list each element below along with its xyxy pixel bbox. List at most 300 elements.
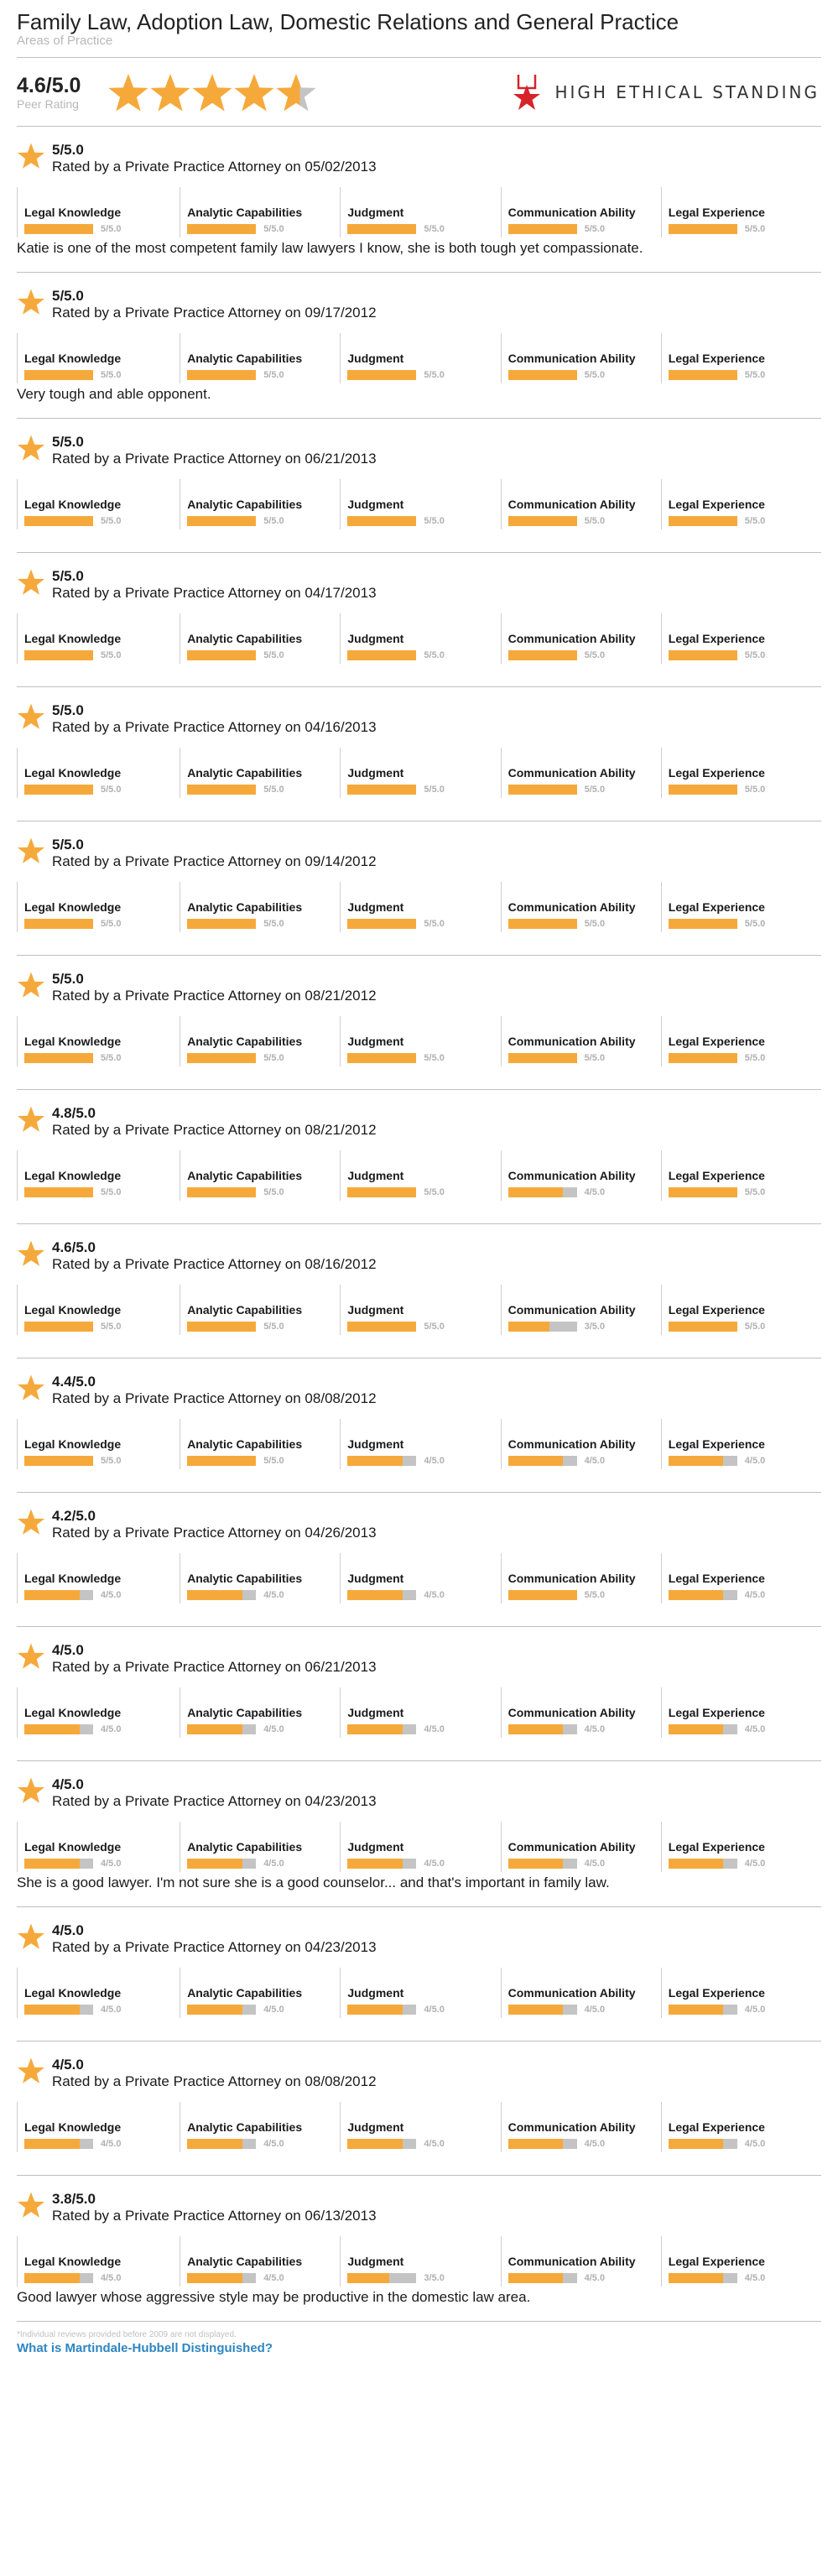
review-item <box>17 553 821 687</box>
metric-name: Legal Experience <box>668 900 765 914</box>
metric-name: Legal Experience <box>668 1303 765 1317</box>
metric-name: Legal Experience <box>668 1840 765 1854</box>
metric-name: Analytic Capabilities <box>187 766 303 780</box>
review-author: Rated by a Private Practice Attorney on 05/02/2013 <box>52 159 377 175</box>
star-icon <box>17 288 45 315</box>
metric-value: 4/5.0 <box>424 1724 445 1734</box>
review-metrics <box>17 479 821 529</box>
metric-name: Analytic Capabilities <box>187 632 303 645</box>
metric-judgment <box>340 333 500 383</box>
metric-value: 4/5.0 <box>101 1859 122 1869</box>
metric-name: Analytic Capabilities <box>187 2120 303 2134</box>
metric-bar <box>24 2139 93 2149</box>
metric-legal-experience <box>661 479 821 529</box>
star-icon <box>149 72 191 112</box>
review-item <box>17 419 821 553</box>
metric-value: 4/5.0 <box>424 2139 445 2149</box>
metric-bar-fill <box>347 785 416 795</box>
metric-name: Judgment <box>347 1840 404 1854</box>
review-score: 5/5.0 <box>52 837 84 853</box>
overall-rating <box>17 74 104 111</box>
metric-name: Judgment <box>347 206 404 219</box>
metric-legal-experience <box>661 1150 821 1201</box>
metric-bar-fill <box>669 2273 724 2283</box>
metric-value: 4/5.0 <box>101 2273 122 2283</box>
metric-bar-fill <box>24 785 93 795</box>
star-icon <box>17 1105 45 1133</box>
metric-value: 5/5.0 <box>263 919 284 929</box>
metric-bar <box>347 919 416 929</box>
metric-legal-experience <box>661 882 821 932</box>
metric-communication-ability <box>501 479 661 529</box>
metric-communication-ability <box>501 2102 661 2152</box>
metric-communication-ability <box>501 1150 661 1201</box>
metric-bar-fill <box>669 1724 724 1734</box>
metric-bar <box>187 1053 256 1063</box>
ethics-badge <box>513 73 820 112</box>
metric-name: Analytic Capabilities <box>187 1035 303 1048</box>
metric-bar <box>347 1859 416 1869</box>
metric-bar <box>24 2273 93 2283</box>
metric-bar-fill <box>187 516 256 526</box>
metric-bar-fill <box>669 370 737 380</box>
metric-name: Analytic Capabilities <box>187 352 303 365</box>
star-icon <box>275 72 317 112</box>
metric-name: Legal Knowledge <box>24 1035 122 1048</box>
metric-bar <box>347 2273 416 2283</box>
metric-name: Legal Knowledge <box>24 632 122 645</box>
metric-name: Legal Experience <box>668 1169 765 1182</box>
metric-bar <box>669 1724 737 1734</box>
metric-value: 4/5.0 <box>263 1590 284 1600</box>
metric-bar <box>669 1322 737 1332</box>
metric-value: 5/5.0 <box>263 370 284 380</box>
metric-bar <box>347 1456 416 1466</box>
metric-value: 5/5.0 <box>101 785 122 795</box>
review-metrics <box>17 1419 821 1469</box>
metric-legal-experience <box>661 1553 821 1603</box>
metric-value: 4/5.0 <box>263 1724 284 1734</box>
metric-bar-fill <box>669 1322 737 1332</box>
metric-bar <box>24 1053 93 1063</box>
review-author: Rated by a Private Practice Attorney on 04/17/2013 <box>52 585 377 601</box>
page-title: Family Law, Adoption Law, Domestic Relations and General Practice <box>17 9 679 34</box>
metric-legal-knowledge <box>17 1016 180 1066</box>
metric-bar <box>347 1187 416 1197</box>
metric-communication-ability <box>501 1687 661 1738</box>
star-icon <box>233 72 275 112</box>
metric-bar-fill <box>24 370 93 380</box>
metric-bar-fill <box>347 224 416 234</box>
metric-name: Communication Ability <box>507 498 636 511</box>
metric-bar <box>24 650 93 660</box>
metric-value: 3/5.0 <box>584 1322 606 1332</box>
metric-bar-fill <box>347 1053 416 1063</box>
metric-bar <box>24 2005 93 2015</box>
review-score: 5/5.0 <box>52 702 84 718</box>
metric-legal-knowledge <box>17 1968 180 2018</box>
metric-name: Communication Ability <box>507 2120 636 2134</box>
metric-value: 4/5.0 <box>584 2273 606 2283</box>
ethics-ribbon-icon <box>513 73 541 112</box>
star-icon <box>107 72 149 112</box>
metric-bar <box>187 1724 256 1734</box>
metric-value: 5/5.0 <box>263 516 284 526</box>
metric-bar-fill <box>669 1859 724 1869</box>
metric-name: Legal Experience <box>668 1706 765 1719</box>
metric-legal-experience <box>661 2102 821 2152</box>
metric-name: Judgment <box>347 1986 404 2000</box>
metric-name: Legal Knowledge <box>24 766 122 780</box>
metric-bar-fill <box>24 224 93 234</box>
metric-value: 5/5.0 <box>101 1456 122 1466</box>
review-score: 5/5.0 <box>52 142 84 158</box>
metric-value: 5/5.0 <box>744 650 766 660</box>
review-author: Rated by a Private Practice Attorney on 04/23/2013 <box>52 1939 377 1955</box>
metric-analytic-capabilities <box>180 1687 340 1738</box>
metric-name: Legal Knowledge <box>24 1706 122 1719</box>
metric-bar <box>508 1859 577 1869</box>
metric-bar-fill <box>24 1322 93 1332</box>
metric-name: Communication Ability <box>507 1986 636 2000</box>
metric-bar <box>347 1590 416 1600</box>
metric-value: 5/5.0 <box>424 650 445 660</box>
metric-legal-knowledge <box>17 1285 180 1335</box>
star-icon <box>17 971 45 999</box>
star-icon <box>17 2191 45 2219</box>
star-icon <box>17 837 45 864</box>
metric-value: 5/5.0 <box>424 370 445 380</box>
metric-bar-fill <box>187 1724 242 1734</box>
metric-bar <box>24 224 93 234</box>
metric-bar <box>24 1859 93 1869</box>
metric-legal-knowledge <box>17 1419 180 1469</box>
metric-communication-ability <box>501 1285 661 1335</box>
metric-name: Judgment <box>347 352 404 365</box>
metric-judgment <box>340 1687 500 1738</box>
metric-bar <box>24 1724 93 1734</box>
review-list <box>17 127 821 2322</box>
metric-bar <box>347 516 416 526</box>
metric-bar-fill <box>24 1456 93 1466</box>
metric-value: 5/5.0 <box>101 650 122 660</box>
metric-bar-fill <box>347 1859 403 1869</box>
metric-bar-fill <box>669 1590 724 1600</box>
metric-bar-fill <box>187 1187 256 1197</box>
page-subtitle: Areas of Practice <box>17 34 821 58</box>
metric-value: 5/5.0 <box>744 224 766 234</box>
metric-value: 4/5.0 <box>584 1187 606 1197</box>
metric-name: Legal Experience <box>668 2255 765 2268</box>
metric-value: 4/5.0 <box>744 1456 766 1466</box>
metric-analytic-capabilities <box>180 748 340 798</box>
metric-name: Legal Knowledge <box>24 206 122 219</box>
metric-bar-fill <box>508 1053 577 1063</box>
review-score: 4/5.0 <box>52 1922 84 1938</box>
metric-name: Legal Experience <box>668 1986 765 2000</box>
metric-legal-experience <box>661 1822 821 1872</box>
metric-judgment <box>340 2102 500 2152</box>
metric-bar-fill <box>508 516 577 526</box>
metric-bar <box>187 2005 256 2015</box>
review-item <box>17 2176 821 2322</box>
review-item <box>17 687 821 821</box>
metric-legal-knowledge <box>17 1687 180 1738</box>
metric-bar <box>669 224 737 234</box>
review-item <box>17 821 821 956</box>
review-author: Rated by a Private Practice Attorney on 09/17/2012 <box>52 305 377 321</box>
metric-bar-fill <box>669 224 737 234</box>
metric-value: 4/5.0 <box>263 1859 284 1869</box>
metric-bar <box>669 1053 737 1063</box>
metric-value: 4/5.0 <box>744 1859 766 1869</box>
metric-analytic-capabilities <box>180 2236 340 2287</box>
metric-bar-fill <box>24 2005 80 2015</box>
metric-legal-knowledge <box>17 882 180 932</box>
metric-name: Judgment <box>347 1035 404 1048</box>
metric-value: 4/5.0 <box>744 2139 766 2149</box>
metric-bar-fill <box>24 2273 80 2283</box>
metric-name: Judgment <box>347 766 404 780</box>
metric-value: 5/5.0 <box>101 224 122 234</box>
metric-bar-fill <box>508 1322 549 1332</box>
metric-name: Legal Experience <box>668 206 765 219</box>
review-item <box>17 2042 821 2176</box>
metric-bar <box>347 370 416 380</box>
metric-value: 4/5.0 <box>424 1859 445 1869</box>
star-icon <box>17 2057 45 2084</box>
metric-value: 5/5.0 <box>263 1322 284 1332</box>
metric-value: 5/5.0 <box>424 224 445 234</box>
review-item <box>17 273 821 419</box>
star-icon <box>17 142 45 169</box>
metric-legal-experience <box>661 1419 821 1469</box>
overall-label: Peer Rating <box>17 96 79 111</box>
metric-bar-fill <box>508 1590 577 1600</box>
metric-bar <box>508 919 577 929</box>
review-metrics <box>17 1150 821 1201</box>
metric-name: Analytic Capabilities <box>187 1706 303 1719</box>
review-score: 4.8/5.0 <box>52 1105 96 1121</box>
metric-bar <box>508 2139 577 2149</box>
review-author: Rated by a Private Practice Attorney on 04/26/2013 <box>52 1525 377 1541</box>
metric-value: 4/5.0 <box>101 2005 122 2015</box>
metric-bar <box>508 2005 577 2015</box>
metric-bar-fill <box>187 2273 242 2283</box>
metric-value: 4/5.0 <box>424 1590 445 1600</box>
metric-judgment <box>340 479 500 529</box>
metric-name: Communication Ability <box>507 1572 636 1585</box>
metric-bar <box>347 1053 416 1063</box>
metric-bar-fill <box>669 1456 724 1466</box>
metric-name: Communication Ability <box>507 1169 636 1182</box>
metric-value: 5/5.0 <box>101 919 122 929</box>
metric-name: Analytic Capabilities <box>187 1169 303 1182</box>
metric-bar-fill <box>347 1322 416 1332</box>
review-score: 5/5.0 <box>52 434 84 450</box>
metric-bar-fill <box>187 650 256 660</box>
metric-bar <box>24 516 93 526</box>
metric-analytic-capabilities <box>180 1150 340 1201</box>
metric-bar-fill <box>508 1724 564 1734</box>
metric-value: 4/5.0 <box>424 1456 445 1466</box>
review-item <box>17 1493 821 1627</box>
metric-bar <box>508 785 577 795</box>
metric-bar-fill <box>347 516 416 526</box>
metric-bar <box>669 1187 737 1197</box>
distinguished-info-link[interactable]: What is Martindale-Hubbell Distinguished? <box>17 2341 273 2355</box>
metric-value: 5/5.0 <box>744 1322 766 1332</box>
metric-communication-ability <box>501 882 661 932</box>
metric-analytic-capabilities <box>180 333 340 383</box>
metric-bar-fill <box>508 2139 564 2149</box>
metric-name: Communication Ability <box>507 1706 636 1719</box>
metric-name: Judgment <box>347 1437 404 1451</box>
review-metrics <box>17 1968 821 2018</box>
metric-communication-ability <box>501 1822 661 1872</box>
review-score: 4/5.0 <box>52 1642 84 1658</box>
metric-value: 5/5.0 <box>744 370 766 380</box>
metric-judgment <box>340 882 500 932</box>
metric-bar-fill <box>669 2005 724 2015</box>
metric-value: 5/5.0 <box>263 650 284 660</box>
metric-value: 4/5.0 <box>584 2005 606 2015</box>
metric-communication-ability <box>501 748 661 798</box>
metric-bar <box>669 1590 737 1600</box>
metric-value: 4/5.0 <box>263 2139 284 2149</box>
metric-bar <box>187 785 256 795</box>
metric-value: 5/5.0 <box>101 370 122 380</box>
star-icon <box>17 1374 45 1401</box>
metric-bar-fill <box>187 1456 256 1466</box>
metric-value: 5/5.0 <box>584 919 606 929</box>
metric-name: Legal Knowledge <box>24 498 122 511</box>
metric-bar-fill <box>669 516 737 526</box>
metric-judgment <box>340 1553 500 1603</box>
metric-bar <box>347 2005 416 2015</box>
review-comment: Very tough and able opponent. <box>17 386 211 402</box>
metric-bar-fill <box>669 1187 737 1197</box>
metric-bar <box>347 1322 416 1332</box>
overall-score: 4.6/5.0 <box>17 73 81 97</box>
metric-analytic-capabilities <box>180 1968 340 2018</box>
metric-value: 4/5.0 <box>584 2139 606 2149</box>
metric-bar-fill <box>24 516 93 526</box>
metric-legal-knowledge <box>17 479 180 529</box>
metric-value: 5/5.0 <box>424 785 445 795</box>
star-icon <box>17 434 45 461</box>
metric-value: 5/5.0 <box>424 1187 445 1197</box>
metric-bar <box>347 1724 416 1734</box>
review-metrics <box>17 2102 821 2152</box>
star-icon <box>17 702 45 730</box>
metric-bar-fill <box>669 650 737 660</box>
metric-communication-ability <box>501 1968 661 2018</box>
metric-bar-fill <box>508 2005 564 2015</box>
review-item <box>17 956 821 1090</box>
review-item <box>17 1090 821 1224</box>
metric-bar <box>669 1456 737 1466</box>
metric-name: Communication Ability <box>507 900 636 914</box>
metric-value: 5/5.0 <box>424 1322 445 1332</box>
metric-bar <box>187 1456 256 1466</box>
metric-legal-knowledge <box>17 187 180 237</box>
metric-bar <box>347 650 416 660</box>
metric-name: Legal Experience <box>668 352 765 365</box>
review-score: 4.2/5.0 <box>52 1508 96 1524</box>
metric-name: Judgment <box>347 1303 404 1317</box>
review-metrics <box>17 1016 821 1066</box>
metric-legal-knowledge <box>17 1822 180 1872</box>
metric-bar-fill <box>669 785 737 795</box>
metric-communication-ability <box>501 2236 661 2287</box>
metric-analytic-capabilities <box>180 1016 340 1066</box>
metric-name: Communication Ability <box>507 1035 636 1048</box>
metric-bar <box>508 2273 577 2283</box>
metric-name: Legal Experience <box>668 2120 765 2134</box>
metric-name: Legal Experience <box>668 498 765 511</box>
review-item <box>17 1358 821 1493</box>
metric-bar <box>24 370 93 380</box>
metric-communication-ability <box>501 333 661 383</box>
metric-bar-fill <box>669 1053 737 1063</box>
metric-bar-fill <box>347 1456 403 1466</box>
metric-name: Judgment <box>347 2120 404 2134</box>
metric-bar <box>508 224 577 234</box>
metric-bar <box>187 2273 256 2283</box>
metric-name: Legal Knowledge <box>24 2120 122 2134</box>
metric-name: Legal Knowledge <box>24 1986 122 2000</box>
metric-bar-fill <box>187 224 256 234</box>
metric-name: Analytic Capabilities <box>187 1840 303 1854</box>
metric-bar-fill <box>669 919 737 929</box>
metric-name: Analytic Capabilities <box>187 498 303 511</box>
metric-judgment <box>340 1016 500 1066</box>
metric-analytic-capabilities <box>180 1419 340 1469</box>
metric-communication-ability <box>501 1419 661 1469</box>
metric-bar-fill <box>347 650 416 660</box>
metric-legal-knowledge <box>17 613 180 664</box>
metric-communication-ability <box>501 187 661 237</box>
metric-bar-fill <box>347 1187 416 1197</box>
metric-bar <box>347 2139 416 2149</box>
review-author: Rated by a Private Practice Attorney on 04/23/2013 <box>52 1793 377 1809</box>
metric-bar <box>24 1187 93 1197</box>
metric-bar <box>669 2273 737 2283</box>
metric-name: Analytic Capabilities <box>187 1572 303 1585</box>
metric-analytic-capabilities <box>180 2102 340 2152</box>
review-score: 5/5.0 <box>52 288 84 304</box>
metric-judgment <box>340 1968 500 2018</box>
metric-bar <box>508 370 577 380</box>
metric-value: 4/5.0 <box>744 2005 766 2015</box>
metric-bar-fill <box>187 919 256 929</box>
metric-name: Judgment <box>347 1572 404 1585</box>
review-author: Rated by a Private Practice Attorney on 06/21/2013 <box>52 1659 377 1675</box>
metric-bar <box>508 1724 577 1734</box>
metric-bar <box>24 1456 93 1466</box>
page-header <box>17 10 821 58</box>
review-score: 4.6/5.0 <box>52 1239 96 1255</box>
metric-value: 4/5.0 <box>584 1859 606 1869</box>
review-metrics <box>17 2236 821 2287</box>
metric-name: Legal Knowledge <box>24 1572 122 1585</box>
metric-value: 4/5.0 <box>101 2139 122 2149</box>
review-author: Rated by a Private Practice Attorney on 08/21/2012 <box>52 1122 377 1138</box>
review-metrics <box>17 333 821 383</box>
metric-bar-fill <box>187 2005 242 2015</box>
metric-legal-knowledge <box>17 1553 180 1603</box>
